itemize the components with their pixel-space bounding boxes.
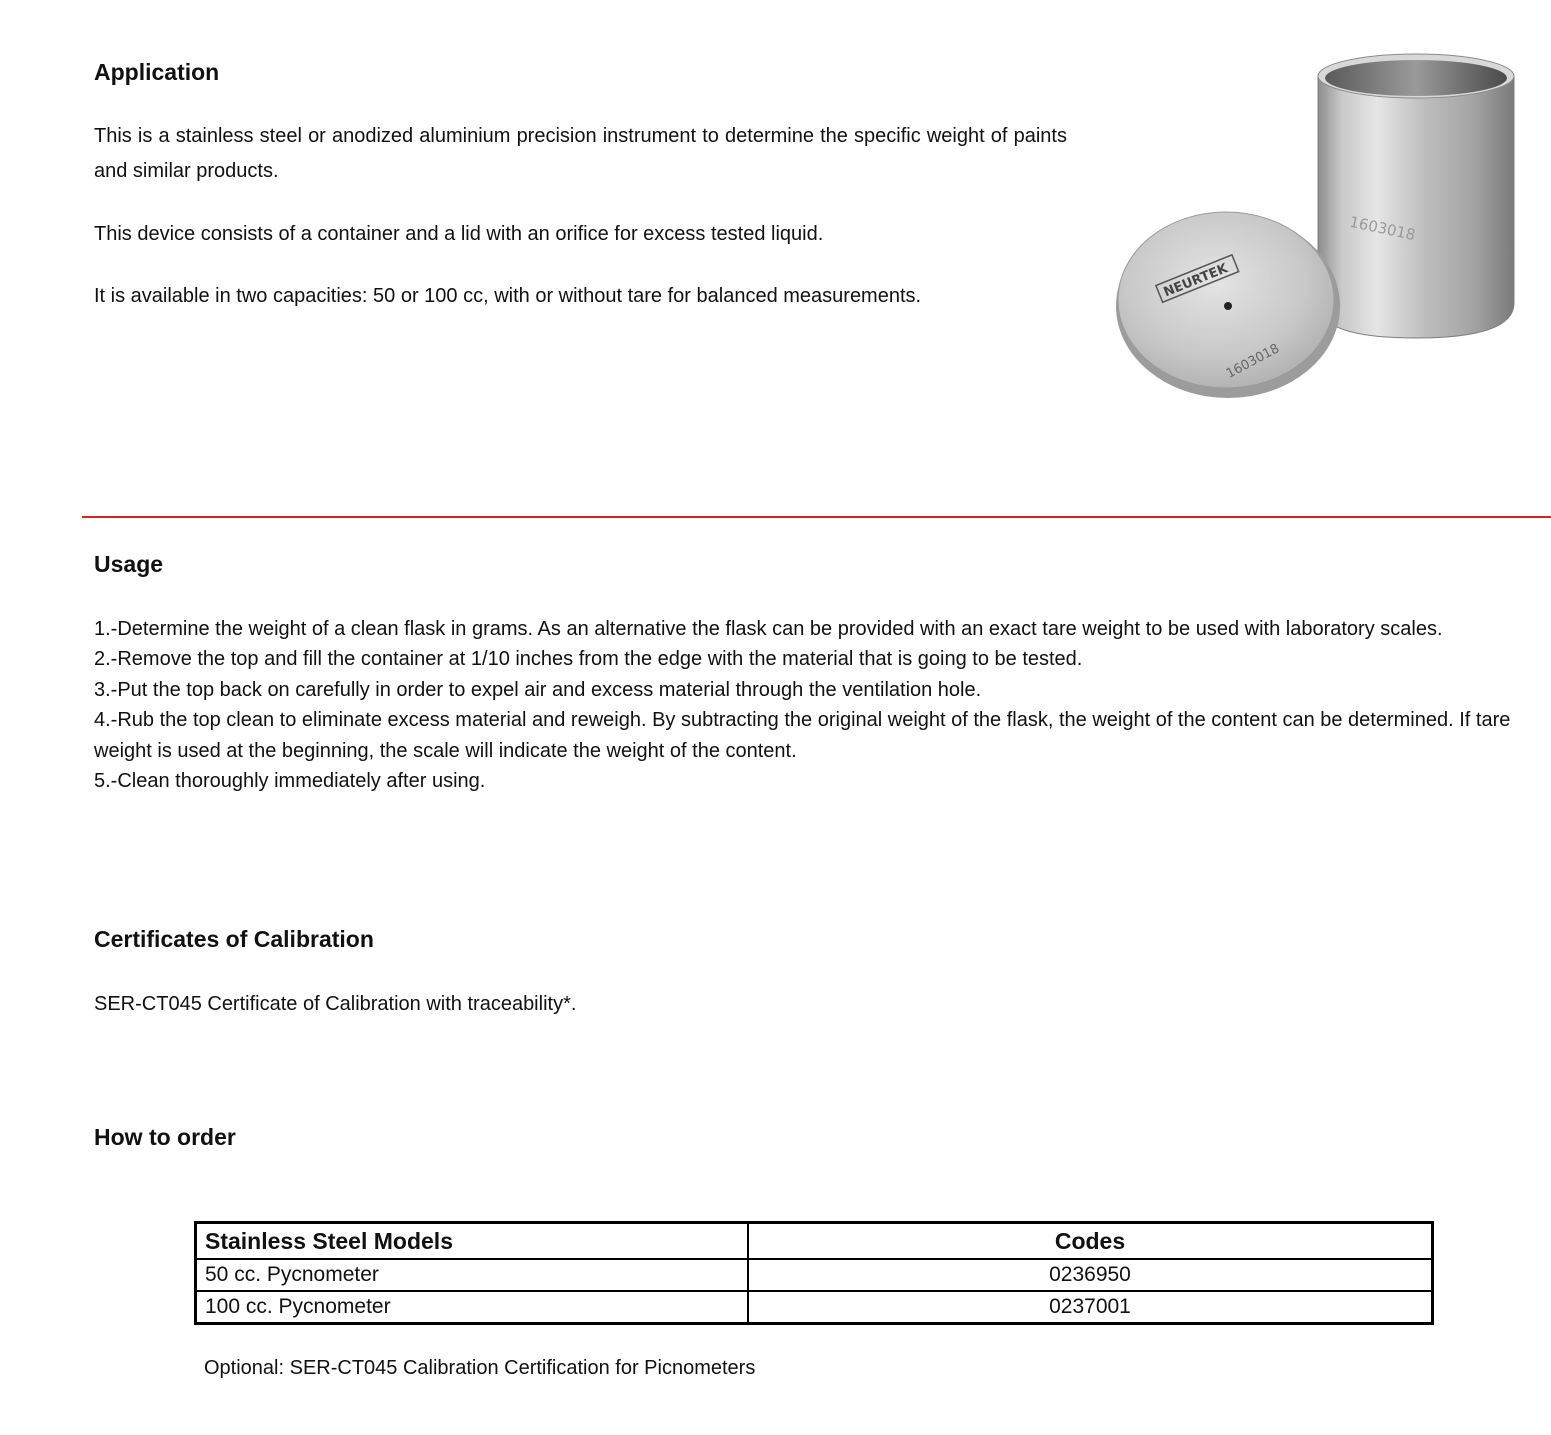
usage-heading: Usage	[94, 551, 164, 577]
usage-step: 1.-Determine the weight of a clean flask in grams. As an alternative the flask can be provided with an exact tare weight to be used with laboratory scales.	[94, 618, 1443, 640]
lid-brand: NEURTEK	[1161, 261, 1230, 301]
order-heading: How to order	[94, 1124, 236, 1150]
usage-step: 5.-Clean thoroughly immediately after using.	[94, 770, 486, 793]
table-header-row	[196, 1223, 1433, 1260]
usage-step: 2.-Remove the top and fill the container at 1/10 inches from the edge with the material that is going to be tested.	[94, 648, 1083, 671]
cup-shape	[1318, 54, 1514, 338]
certificates-text: SER-CT045 Certificate of Calibration with traceability*.	[94, 993, 577, 1015]
table-row	[196, 1259, 1433, 1291]
pycnometer-product-image	[1110, 48, 1530, 408]
table-cell-model: 100 cc. Pycnometer	[196, 1291, 749, 1324]
usage-steps-list	[94, 614, 1544, 796]
usage-step: 4.-Rub the top clean to eliminate excess material and reweigh. By subtracting the original weight of the flask, the weight of the content can be determined. If tare weight is used at the beginning, the scale will indicate the weight of the content.	[94, 709, 1511, 762]
optional-note: Optional: SER-CT045 Calibration Certification for Picnometers	[204, 1357, 756, 1379]
application-heading: Application	[94, 59, 220, 85]
table-header-codes: Codes	[748, 1223, 1433, 1260]
table-cell-model: 50 cc. Pycnometer	[196, 1259, 749, 1291]
table-row	[196, 1291, 1433, 1324]
usage-step: 3.-Put the top back on carefully in order to expel air and excess material through the ventilation hole.	[94, 678, 982, 701]
table-cell-code: 0237001	[748, 1291, 1433, 1324]
lid-shape	[1116, 212, 1340, 398]
application-paragraph-1: This is a stainless steel or anodized aluminium precision instrument to determine the specific weight of paints and similar products.	[94, 125, 1067, 182]
lid-serial: 1603018	[1223, 341, 1283, 382]
application-paragraph-3: It is available in two capacities: 50 or 100 cc, with or without tare for balanced measurements.	[94, 285, 922, 307]
table-header-models: Stainless Steel Models	[196, 1223, 749, 1260]
table-cell-code: 0236950	[748, 1259, 1433, 1291]
cup-serial: 1603018	[1347, 212, 1417, 245]
section-divider	[82, 516, 1551, 518]
order-table	[194, 1221, 1434, 1325]
certificates-heading: Certificates of Calibration	[94, 926, 374, 952]
application-paragraph-2: This device consists of a container and a lid with an orifice for excess tested liquid.	[94, 223, 824, 245]
